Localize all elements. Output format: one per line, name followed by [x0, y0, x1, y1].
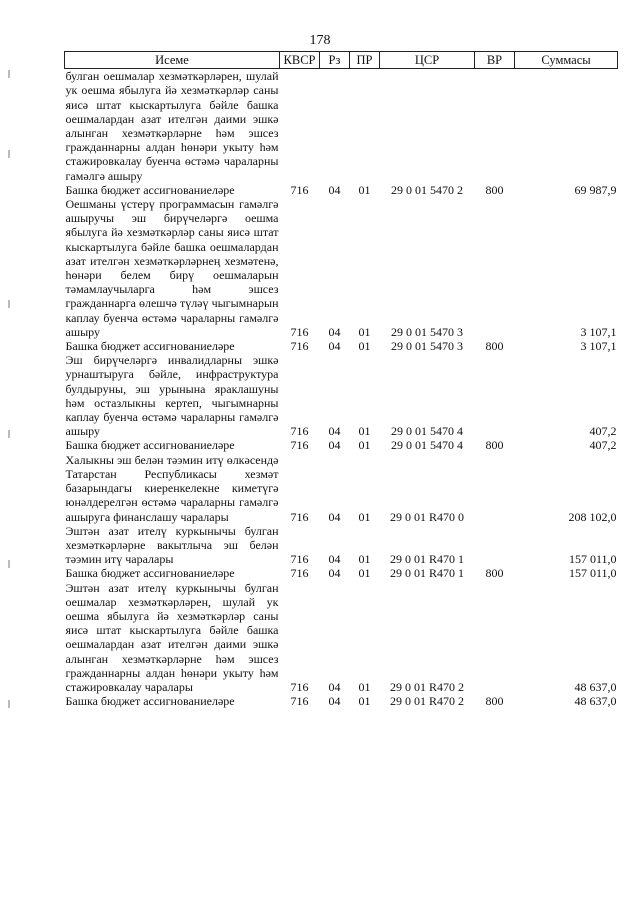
header-kvsr: КВСР — [280, 52, 320, 69]
cell-kvsr — [280, 69, 320, 183]
cell-csr: 29 0 01 5470 3 — [391, 339, 463, 354]
cell-name: Башка бюджет ассигнованиеләре — [65, 182, 235, 197]
table-row — [65, 438, 618, 452]
cell-csr: 29 0 01 R470 2 — [389, 694, 464, 709]
header-sum: Суммасы — [515, 52, 618, 69]
cell-rz: 04 — [328, 679, 341, 694]
cell-csr: 29 0 01 R470 1 — [389, 552, 464, 567]
cell-kvsr: 716 — [290, 566, 309, 581]
cell-name: Эштән азат ителү куркынычы булган хезмәткәрләрне вакытлыча эш белән тәэмин итү чаралары — [65, 523, 279, 567]
cell-sum: 407,2 — [589, 424, 617, 439]
table-row — [65, 694, 618, 708]
header-pr: ПР — [350, 52, 380, 69]
cell-name: Халыкны эш белән тәэмин итү өлкәсендә Татарстан Республикасы хезмәт базарындагы киеренкелекне киметүгә юнәлдерелгән өстәмә чараларны гамәлгә ашыруга финанслашу чаралары — [65, 452, 279, 524]
budget-table — [64, 51, 618, 708]
cell-name: Эш бирүчеләргә инвалидларны эшкә урнаштыруга бәйле, инфраструктура булдыруны, эш урынына яраклашуны һәм остазлыкны кертеп, чыгымнарны каплау буенча өстәмә чараларны гамәлгә ашыру — [65, 353, 279, 439]
cell-pr: 01 — [358, 552, 371, 567]
scan-margin-marks — [8, 0, 10, 905]
cell-rz: 04 — [328, 694, 341, 709]
header-vr: ВР — [475, 52, 515, 69]
cell-vr: 800 — [485, 694, 504, 709]
cell-name: Башка бюджет ассигнованиеләре — [65, 694, 235, 709]
table-row — [65, 339, 618, 353]
cell-rz: 04 — [328, 509, 341, 524]
table-row — [65, 197, 618, 339]
cell-kvsr: 716 — [290, 438, 309, 453]
table-row — [65, 566, 618, 580]
cell-pr: 01 — [358, 509, 371, 524]
cell-name: Башка бюджет ассигнованиеләре — [65, 566, 235, 581]
cell-sum: 157 011,0 — [568, 566, 617, 581]
cell-pr: 01 — [358, 339, 371, 354]
cell-rz: 04 — [328, 438, 341, 453]
cell-sum — [515, 69, 618, 183]
cell-kvsr: 716 — [290, 182, 309, 197]
cell-vr: 800 — [485, 566, 504, 581]
cell-pr: 01 — [358, 324, 371, 339]
header-name: Исеме — [65, 52, 280, 69]
cell-vr — [475, 69, 515, 183]
cell-rz: 04 — [328, 339, 341, 354]
cell-csr: 29 0 01 R470 0 — [389, 509, 464, 524]
page-number: 178 — [309, 33, 331, 48]
table-header-row — [65, 52, 618, 69]
cell-name: булган оешмалар хезмәткәрләрен, шулай ук оешма ябылуга йә хезмәткәрләр саны яисә штат кыскартылуга бәйле башка оешмалардан азат ителгән даими эшкә алынган хезмәткәрләрне һәм эшсез гражданнарны алдан һөнәри укыту һәм стажировкалау буенча өстәмә чараларны гамәлгә ашыру — [65, 69, 279, 183]
cell-vr — [475, 581, 515, 695]
table-row — [65, 353, 618, 438]
cell-sum: 3 107,1 — [580, 324, 617, 339]
table-row — [65, 453, 618, 524]
cell-kvsr: 716 — [290, 339, 309, 354]
cell-csr: 29 0 01 5470 3 — [391, 324, 463, 339]
cell-rz: 04 — [328, 424, 341, 439]
cell-csr: 29 0 01 5470 4 — [391, 424, 463, 439]
cell-sum: 208 102,0 — [568, 509, 617, 524]
table-row — [65, 581, 618, 695]
cell-vr: 800 — [485, 438, 504, 453]
cell-name: Башка бюджет ассигнованиеләре — [65, 339, 235, 354]
cell-pr — [350, 69, 380, 183]
cell-name: Эштән азат ителү куркынычы булган оешмалар хезмәткәрләрен, шулай ук оешма ябылуга йә хезмәткәрләр саны яисә штат кыскартылуга бәйле башка оешмалардан азат ителгән даими эшкә алынган хезмәткәрләрне һәм эшсез гражданнарны алдан һөнәри укыту һәм стажировкалау чаралары — [65, 580, 279, 694]
cell-pr: 01 — [358, 694, 371, 709]
cell-pr: 01 — [358, 679, 371, 694]
cell-kvsr: 716 — [290, 552, 309, 567]
table-row — [65, 524, 618, 567]
cell-sum: 3 107,1 — [580, 339, 617, 354]
cell-vr — [475, 524, 515, 567]
cell-sum: 48 637,0 — [574, 694, 617, 709]
cell-name: Башка бюджет ассигнованиеләре — [65, 438, 235, 453]
cell-vr: 800 — [485, 182, 504, 197]
cell-vr — [475, 197, 515, 339]
cell-name: Оешманы үстерү программасын гамәлгә ашыручы эш бирүчеләргә оешма ябылуга йә хезмәткәрләр саны яисә штат кыскартылуга бәйле башка оешмалардан азат ителгән хезмәткәрләрнең хезмәтенә, һөнәри белем бирү оешмаларын тәмамлаучыларга һәм эшсез гражданнарга өлешчә түләү чыгымнарын каплау буенча өстәмә чараларны гамәлгә ашыру — [65, 197, 279, 339]
cell-sum: 69 987,9 — [574, 182, 617, 197]
cell-rz: 04 — [328, 566, 341, 581]
cell-csr: 29 0 01 5470 4 — [391, 438, 463, 453]
cell-rz: 04 — [328, 182, 341, 197]
header-rz: Рз — [320, 52, 350, 69]
cell-sum: 157 011,0 — [568, 552, 617, 567]
cell-rz: 04 — [328, 552, 341, 567]
cell-kvsr: 716 — [290, 324, 309, 339]
cell-pr: 01 — [358, 182, 371, 197]
cell-sum: 48 637,0 — [574, 679, 617, 694]
cell-pr: 01 — [358, 438, 371, 453]
cell-vr: 800 — [485, 339, 504, 354]
cell-kvsr: 716 — [290, 424, 309, 439]
cell-rz — [320, 69, 350, 183]
table-row — [65, 183, 618, 197]
cell-pr: 01 — [358, 566, 371, 581]
table-row — [65, 69, 618, 183]
cell-kvsr: 716 — [290, 679, 309, 694]
cell-vr — [475, 453, 515, 524]
cell-vr — [475, 353, 515, 438]
cell-csr: 29 0 01 5470 2 — [391, 182, 463, 197]
cell-kvsr: 716 — [290, 694, 309, 709]
cell-pr: 01 — [358, 424, 371, 439]
cell-csr: 29 0 01 R470 1 — [389, 566, 464, 581]
cell-rz: 04 — [328, 324, 341, 339]
cell-sum: 407,2 — [589, 438, 617, 453]
cell-csr — [380, 69, 475, 183]
cell-csr: 29 0 01 R470 2 — [389, 679, 464, 694]
header-csr: ЦСР — [380, 52, 475, 69]
cell-kvsr: 716 — [290, 509, 309, 524]
